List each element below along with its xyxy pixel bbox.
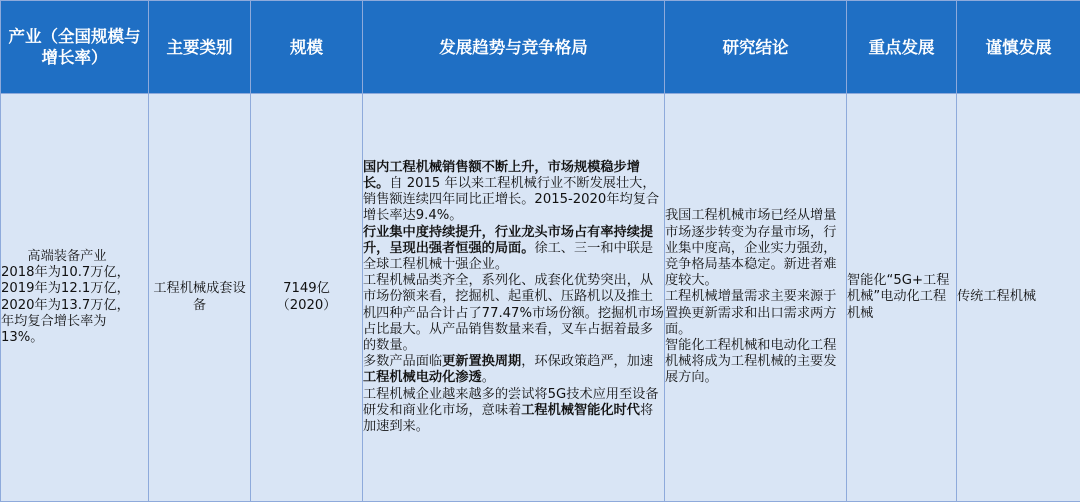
cell-conclusion xyxy=(665,94,847,502)
industry-line: 高端装备产业 xyxy=(1,249,148,265)
trend-bold: 更新置换周期 xyxy=(442,354,521,369)
cell-category: 工程机械成套设备 xyxy=(149,94,251,502)
industry-line: 2018年为10.7万亿， xyxy=(1,265,148,281)
cell-scale xyxy=(251,94,363,502)
cell-trend xyxy=(363,94,665,502)
trend-paragraph xyxy=(363,273,664,354)
cell-focus: 智能化“5G+工程机械”电动化工程机械 xyxy=(847,94,957,502)
trend-paragraph xyxy=(363,354,664,386)
header-scale: 规模 xyxy=(251,1,363,94)
header-category: 主要类别 xyxy=(149,1,251,94)
conclusion-paragraph: 智能化工程机械和电动化工程机械将成为工程机械的主要发展方向。 xyxy=(665,338,846,387)
trend-bold: 行业集中度持续提升，行业龙头市场占有率持续提升，呈现出强者恒强的局面。 xyxy=(363,225,653,256)
trend-text: 徐工、三一和中联是全球工程机械十强企业。 xyxy=(363,241,653,272)
trend-text: 将加速到来。 xyxy=(363,403,653,434)
table-row xyxy=(1,94,1080,502)
trend-bold: 国内工程机械销售额不断上升，市场规模稳步增长。 xyxy=(363,160,640,191)
trend-text: 工程机械品类齐全，系列化、成套化优势突出，从市场份额来看，挖掘机、起重机、压路机以及推土机四种产品合计占了77.47%市场份额。挖掘机市场占比最大。从产品销售数量来看，叉车占据着最多的数量。 xyxy=(363,273,664,353)
header-focus: 重点发展 xyxy=(847,1,957,94)
header-industry: 产业（全国规模与增长率） xyxy=(1,1,149,94)
trend-paragraph xyxy=(363,160,664,225)
industry-line: 2020年为13.7万亿， xyxy=(1,298,148,314)
trend-text: 多数产品面临 xyxy=(363,354,442,369)
conclusion-paragraph: 我国工程机械市场已经从增量市场逐步转变为存量市场，行业集中度高，企业实力强劲，竞争格局基本稳定。新进者难度较大。 xyxy=(665,208,846,289)
industry-line: 2019年为12.1万亿， xyxy=(1,281,148,297)
conclusion-paragraph: 工程机械增量需求主要来源于置换更新需求和出口需求两方面。 xyxy=(665,289,846,338)
industry-line: 13%。 xyxy=(1,330,148,346)
trend-paragraph xyxy=(363,225,664,274)
industry-line: 年均复合增长率为 xyxy=(1,314,148,330)
trend-text: 自 2015 年以来工程机械行业不断发展壮大，销售额连续四年同比正增长。2015-2020年均复合增长率达9.4%。 xyxy=(363,176,659,223)
scale-value: 7149亿 xyxy=(251,281,362,297)
scale-year: （2020） xyxy=(251,298,362,314)
header-conclusion: 研究结论 xyxy=(665,1,847,94)
header-caution: 谨慎发展 xyxy=(957,1,1080,94)
header-row xyxy=(1,1,1080,94)
trend-text: ，环保政策趋严，加速 xyxy=(521,354,653,369)
trend-bold: 工程机械智能化时代 xyxy=(521,403,640,418)
trend-bold: 工程机械电动化渗透 xyxy=(363,370,482,385)
trend-text: 工程机械企业越来越多的尝试将5G技术应用至设备研发和商业化市场，意味着 xyxy=(363,387,659,418)
trend-text: 。 xyxy=(482,370,495,385)
cell-industry xyxy=(1,94,149,502)
header-trend: 发展趋势与竞争格局 xyxy=(363,1,665,94)
cell-caution: 传统工程机械 xyxy=(957,94,1080,502)
trend-paragraph xyxy=(363,387,664,436)
